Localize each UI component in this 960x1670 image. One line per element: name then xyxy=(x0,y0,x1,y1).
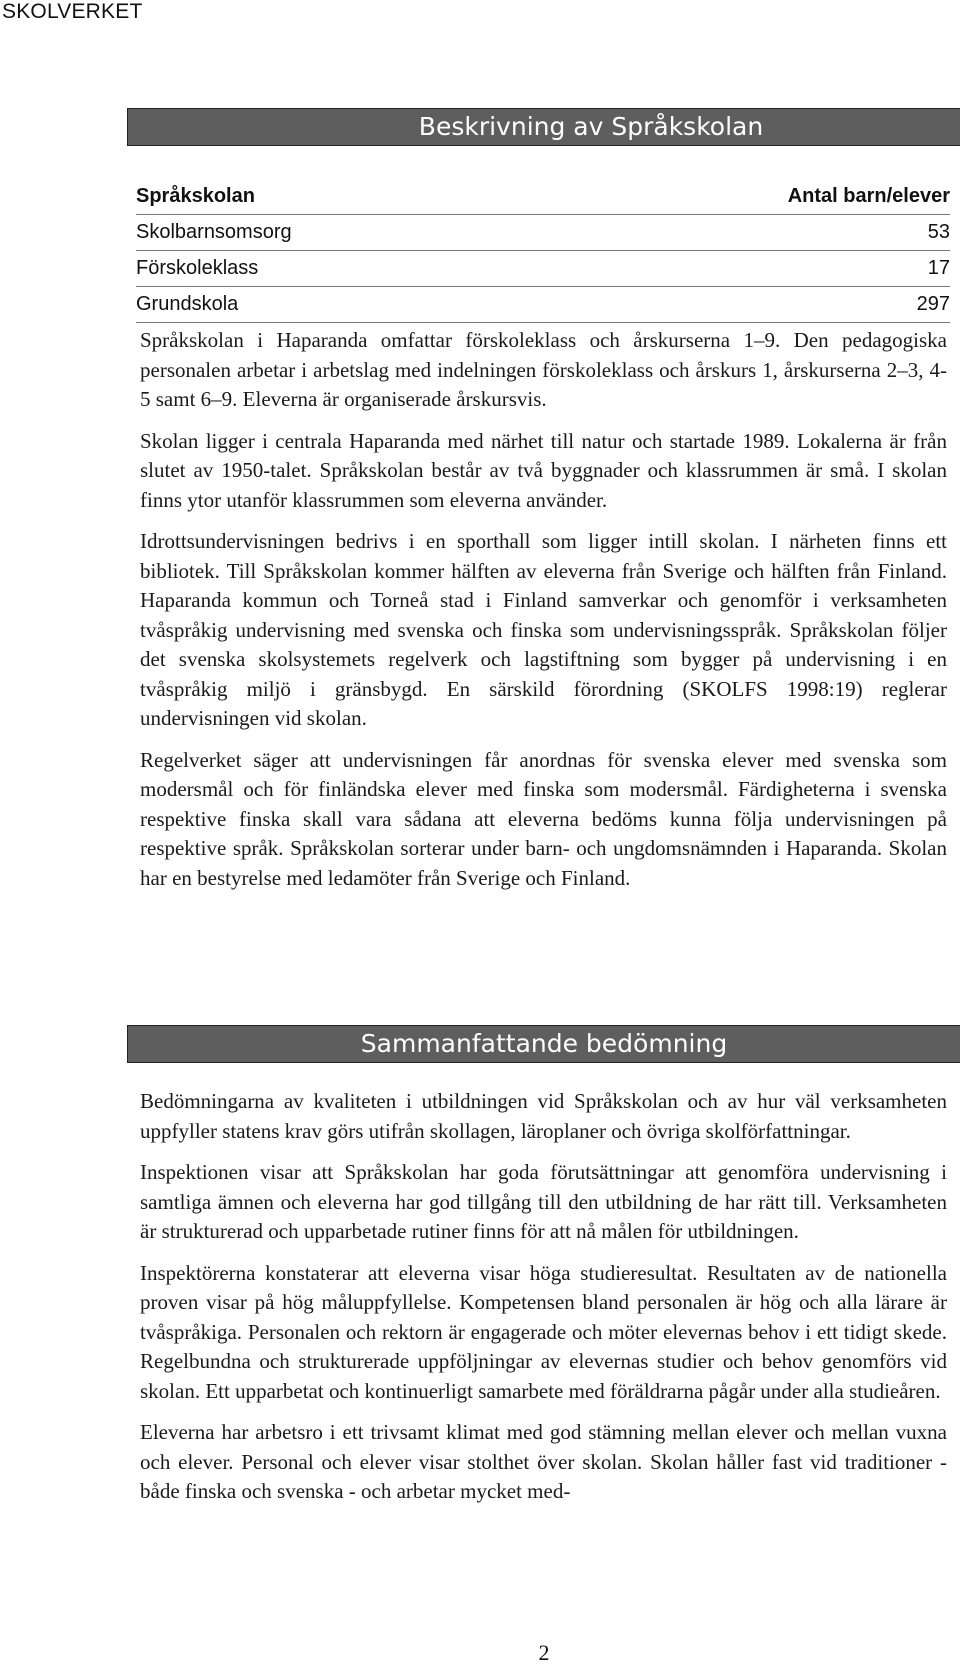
column-header-school: Språkskolan xyxy=(136,179,534,215)
org-header: SKOLVERKET xyxy=(2,0,143,23)
column-header-count: Antal barn/elever xyxy=(534,179,950,215)
paragraph: Regelverket säger att undervisningen får anordnas för svenska elever med svenska som modersmål och för finländska elever med finska som modersmål. Färdigheterna i svenska respektive finska skall vara sådana att eleverna bedöms kunna följa undervisningen på respektive språk. Språkskolan sorterar under barn- och ungdomsnämnden i Haparanda. Skolan har en bestyrelse med ledamöter från Sverige och Finland. xyxy=(140,747,947,890)
paragraph: Inspektörerna konstaterar att eleverna visar höga studieresultat. Resultaten av de nationella proven visar på hög måluppfyllelse. Kompetensen bland personalen är hög och alla lärare är tvåspråkiga. Personalen och rektorn är engagerade och möter elevernas behov i ett tidigt skede. Regelbundna och strukturerade uppföljningar av elevernas studier och behov genomförs vid skolan. Ett upparbetat och kontinuerligt samarbete med föräldrarna pågår under alla studieåren. xyxy=(140,1260,947,1403)
row-label: Skolbarnsomsorg xyxy=(136,215,534,251)
page-number: 2 xyxy=(538,1640,550,1665)
row-value: 17 xyxy=(534,251,950,287)
table-row xyxy=(136,287,950,323)
row-value: 53 xyxy=(534,215,950,251)
section-heading-assessment xyxy=(127,1025,960,1063)
paragraph: Idrottsundervisningen bedrivs i en sporthall som ligger intill skolan. I närheten finns ett bibliotek. Till Språkskolan kommer hälften av eleverna från Sverige och hälften från Finland. Haparanda kommun och Torneå stad i Finland samverkar och genomför i verksamheten tvåspråkig undervisning med svenska och finska som undervisningsspråk. Språkskolan följer det svenska skolsystemets regelverk och lagstiftning som bygger på undervisning i en tvåspråkig miljö i gränsbygd. En särskild förordning (SKOLFS 1998:19) reglerar undervisningen vid skolan. xyxy=(140,529,947,730)
row-label: Grundskola xyxy=(136,287,534,323)
paragraph: Inspektionen visar att Språkskolan har goda förutsättningar att genomföra undervisning i samtliga ämnen och eleverna har god tillgång till den utbildning de har rätt till. Verksamheten är strukturerad och upparbetade rutiner finns för att nå målen för utbildningen. xyxy=(140,1160,947,1243)
table-row xyxy=(136,251,950,287)
assessment-text xyxy=(140,1087,947,1519)
section-title: Sammanfattande bedömning xyxy=(360,1029,728,1058)
paragraph: Bedömningarna av kvaliteten i utbildningen vid Språkskolan och av hur väl verksamheten uppfyller statens krav görs utifrån skollagen, läroplaner och övriga skolförfattningar. xyxy=(140,1089,947,1143)
section-heading-description xyxy=(127,108,960,146)
section-title: Beskrivning av Språkskolan xyxy=(418,112,764,141)
row-label: Förskoleklass xyxy=(136,251,534,287)
paragraph: Språkskolan i Haparanda omfattar förskoleklass och årskurserna 1–9. Den pedagogiska personalen arbetar i arbetslag med indelningen förskoleklass och årskurs 1, årskurserna 2–3, 4-5 samt 6–9. Eleverna är organiserade årskursvis. xyxy=(140,328,947,411)
table-header-row xyxy=(136,179,950,215)
student-count-table xyxy=(136,179,950,323)
paragraph: Eleverna har arbetsro i ett trivsamt klimat med god stämning mellan elever och mellan vuxna och elever. Personal och elever visar stolthet över skolan. Skolan håller fast vid traditioner - både finska och svenska - och arbetar mycket med- xyxy=(140,1420,947,1503)
row-value: 297 xyxy=(534,287,950,323)
paragraph: Skolan ligger i centrala Haparanda med närhet till natur och startade 1989. Lokalerna är från slutet av 1950-talet. Språkskolan består av två byggnader och klassrummen är små. I skolan finns ytor utanför klassrummen som eleverna använder. xyxy=(140,428,947,512)
description-text xyxy=(140,326,947,905)
table-row xyxy=(136,215,950,251)
